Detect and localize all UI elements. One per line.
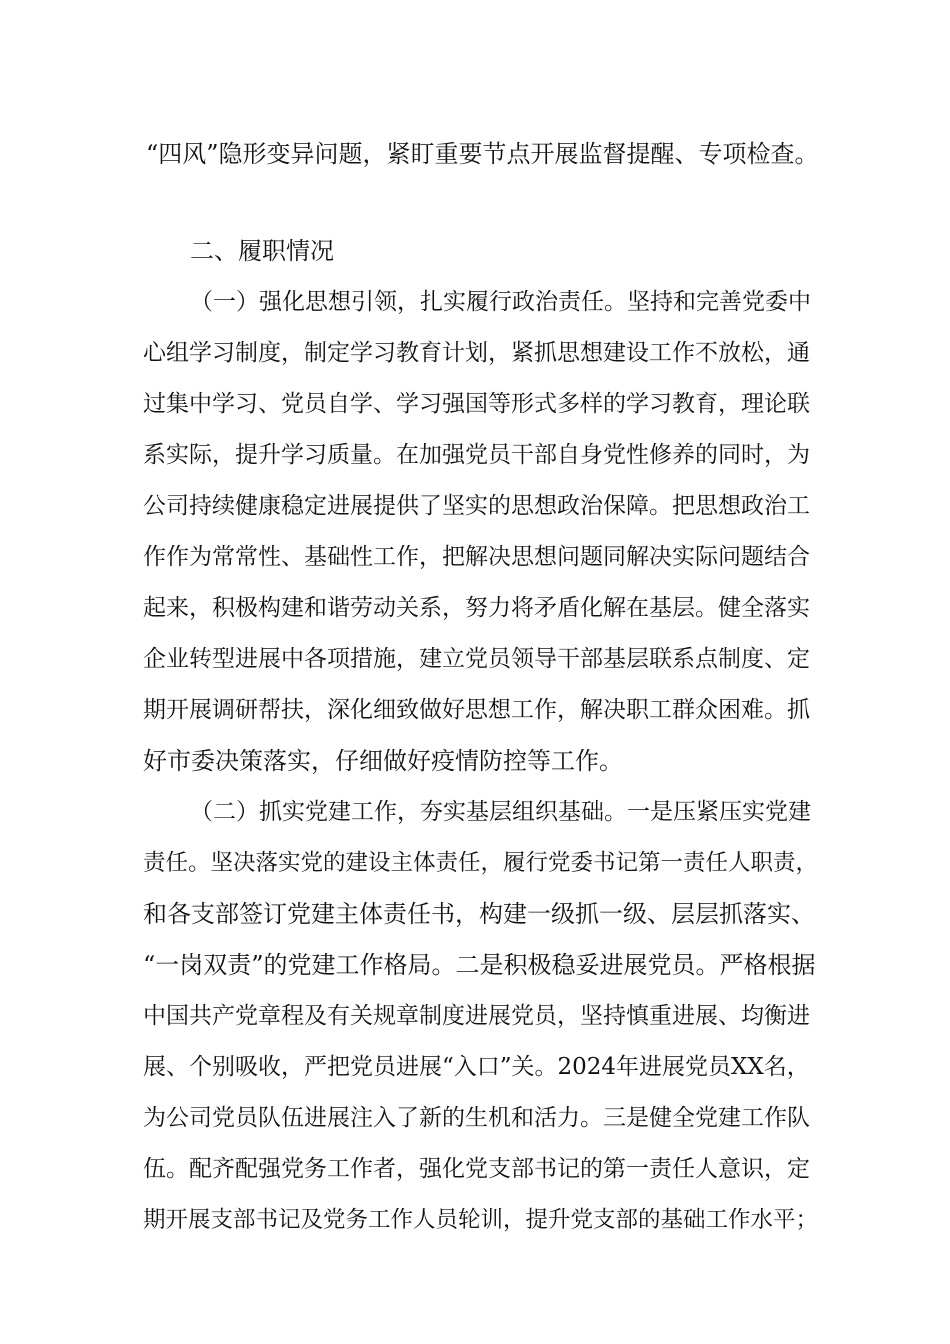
paragraph-line: 为公司党员队伍进展注入了新的生机和活力。三是健全党建工作队 xyxy=(143,1105,810,1131)
paragraph-line: 展、个别吸收，严把党员进展“入口”关。2024年进展党员XX名， xyxy=(143,1054,810,1080)
paragraph-line: 系实际，提升学习质量。在加强党员干部自身党性修养的同时，为 xyxy=(143,442,810,468)
paragraph-line: “一岗双责”的党建工作格局。二是积极稳妥进展党员。严格根据 xyxy=(143,951,816,979)
section-heading: 二、履职情况 xyxy=(190,237,334,265)
paragraph-line: “四风”隐形变异问题，紧盯重要节点开展监督提醒、专项检查。 xyxy=(146,140,819,168)
paragraph-line: 中国共产党章程及有关规章制度进展党员，坚持慎重进展、均衡进 xyxy=(143,1003,810,1029)
paragraph-line: 公司持续健康稳定进展提供了坚实的思想政治保障。把思想政治工 xyxy=(143,493,810,519)
paragraph-line: 企业转型进展中各项措施，建立党员领导干部基层联系点制度、定 xyxy=(143,646,810,672)
paragraph-line: 期开展支部书记及党务工作人员轮训，提升党支部的基础工作水平； xyxy=(143,1207,819,1233)
paragraph-line: 过集中学习、党员自学、学习强国等形式多样的学习教育，理论联 xyxy=(143,391,810,417)
paragraph-line: 和各支部签订党建主体责任书，构建一级抓一级、层层抓落实、 xyxy=(143,900,815,928)
paragraph-line: 责任。坚决落实党的建设主体责任，履行党委书记第一责任人职责， xyxy=(143,850,819,876)
paragraph-line: 伍。配齐配强党务工作者，强化党支部书记的第一责任人意识，定 xyxy=(143,1156,810,1182)
paragraph-line: 心组学习制度，制定学习教育计划，紧抓思想建设工作不放松，通 xyxy=(143,340,810,366)
paragraph-line: （一）强化思想引领，扎实履行政治责任。坚持和完善党委中 xyxy=(190,289,811,315)
paragraph-line: 好市委决策落实，仔细做好疫情防控等工作。 xyxy=(143,747,623,775)
paragraph-line: 作作为常常性、基础性工作，把解决思想问题同解决实际问题结合 xyxy=(143,544,810,570)
paragraph-line: 起来，积极构建和谐劳动关系，努力将矛盾化解在基层。健全落实 xyxy=(143,595,810,621)
paragraph-line: （二）抓实党建工作，夯实基层组织基础。一是压紧压实党建 xyxy=(190,799,811,825)
paragraph-line: 期开展调研帮扶，深化细致做好思想工作，解决职工群众困难。抓 xyxy=(143,697,810,723)
